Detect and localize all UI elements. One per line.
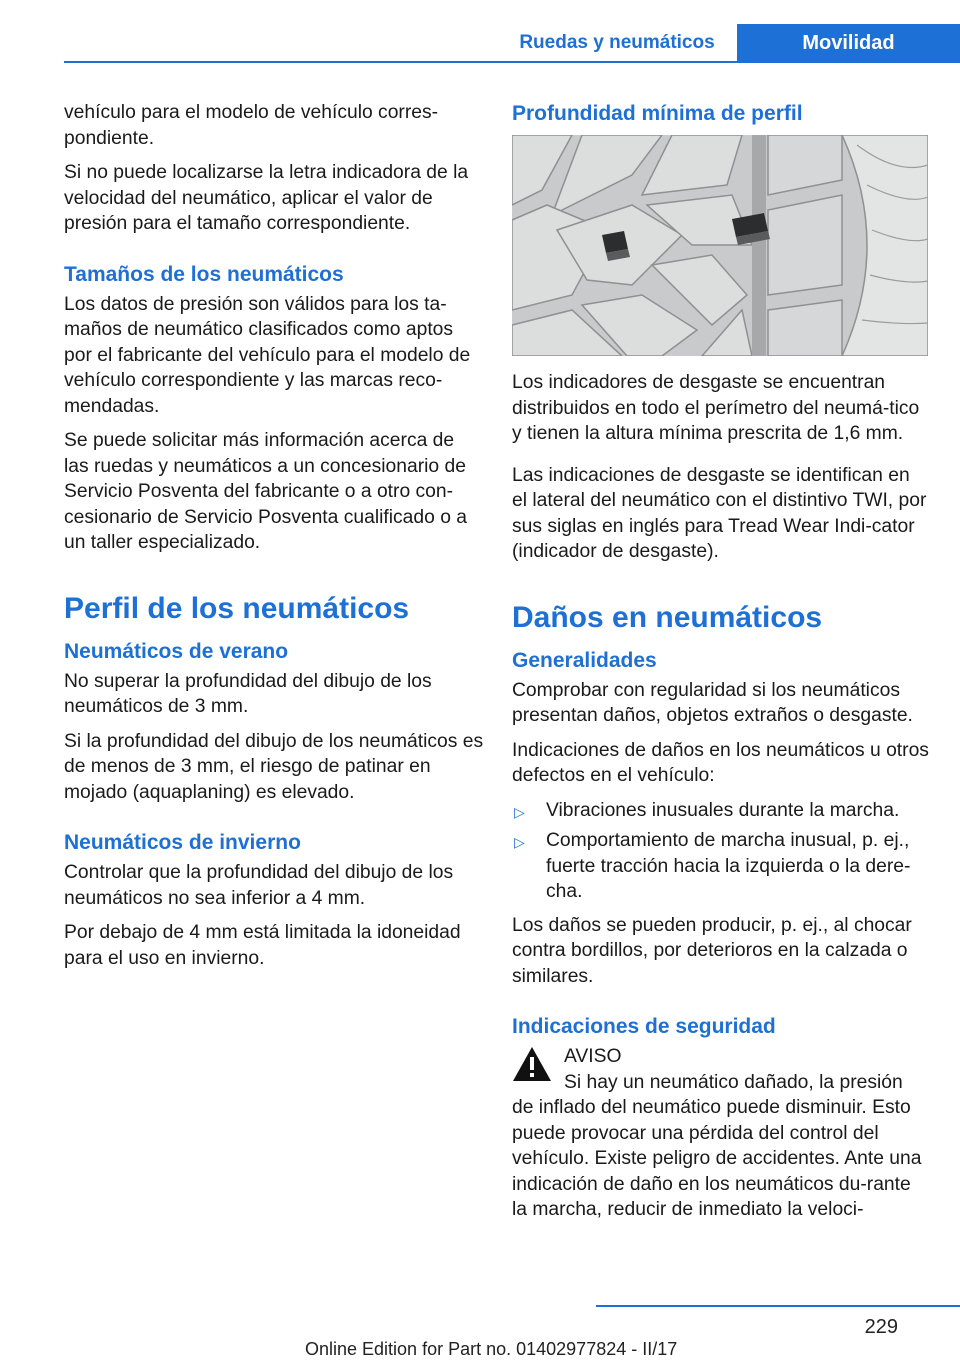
heading-summer-tires: Neumáticos de verano (64, 639, 289, 663)
left-column (64, 100, 484, 980)
list-item-text: Comportamiento de marcha inusual, p. ej., fuerte tracción hacia la izquierda o la dere-cha. (546, 830, 911, 902)
header-section-title[interactable]: Ruedas y neumáticos (519, 32, 715, 53)
edition-note: Online Edition for Part no. 01402977824 - II/17 (305, 1339, 678, 1359)
heading-min-tread-depth: Profundidad mínima de perfil (512, 102, 803, 125)
heading-tire-tread: Perfil de los neumáticos (64, 591, 410, 625)
bullet-triangle-icon: ▷ (514, 803, 525, 820)
heading-safety-notes: Indicaciones de seguridad (512, 1015, 776, 1038)
paragraph: Las indicaciones de desgaste se identifican en el lateral del neumático con el distintivo TWI, por sus siglas en inglés para Tread Wear Indi-cator (indicador de desgaste). (512, 464, 927, 562)
paragraph: Comprobar con regularidad si los neumáticos presentan daños, objetos extraños o desgaste. (512, 679, 913, 726)
paragraph: Se puede solicitar más información acerca de las ruedas y neumáticos a un concesionario de Servicio Posventa del fabricante o a otro con-cesionario de Servicio Posventa cualificado o a un taller especializado. (64, 430, 467, 553)
tire-tread-wear-indicator-image (512, 135, 928, 356)
paragraph: Por debajo de 4 mm está limitada la idoneidad para el uso en invierno. (64, 922, 461, 969)
warning-title: AVISO (564, 1046, 622, 1067)
paragraph: Los daños se pueden producir, p. ej., al chocar contra bordillos, por deterioros en la calzada o similares. (512, 914, 912, 987)
paragraph: Los datos de presión son válidos para los ta-maños de neumático clasificados como aptos por el fabricante del vehículo para el modelo de vehículo correspondiente y las marcas reco-mendadas. (64, 293, 471, 417)
warning-text-first-line: Si hay un neumático dañado, la presión (564, 1071, 903, 1093)
warning-triangle-icon (512, 1046, 552, 1082)
warning-text: de inflado del neumático puede disminuir. Esto puede provocar una pérdida del control del vehículo. Existe peligro de accidentes. Ante una indicación de daño en los neumáticos du-rante la marcha, reducir de inmediato la veloci- (512, 1097, 922, 1220)
right-column (512, 100, 930, 1223)
list-item (512, 798, 930, 824)
paragraph: Indicaciones de daños en los neumáticos u otros defectos en el vehículo: (512, 739, 929, 786)
heading-tire-damage: Daños en neumáticos (512, 600, 823, 634)
footer-rule (596, 1305, 960, 1307)
paragraph: Los indicadores de desgaste se encuentran distribuidos en todo el perímetro del neumá-tico y tienen la altura mínima prescrita de 1,6 mm. (512, 372, 920, 444)
heading-general: Generalidades (512, 648, 657, 672)
paragraph: Si no puede localizarse la letra indicadora de la velocidad del neumático, aplicar el valor de presión para el tamaño correspondiente. (64, 162, 469, 234)
paragraph: Controlar que la profundidad del dibujo de los neumáticos no sea inferior a 4 mm. (64, 862, 454, 909)
page-number: 229 (864, 1316, 898, 1338)
paragraph: vehículo para el modelo de vehículo corres-pondiente. (64, 102, 439, 149)
damage-indications-list (512, 798, 930, 905)
heading-tire-sizes: Tamaños de los neumáticos (64, 262, 344, 286)
list-item (512, 828, 930, 905)
header-chapter-tab[interactable]: Movilidad (737, 24, 960, 63)
warning-box (512, 1044, 930, 1223)
list-item-text: Vibraciones inusuales durante la marcha. (546, 799, 900, 821)
bullet-triangle-icon: ▷ (514, 834, 525, 850)
paragraph: No superar la profundidad del dibujo de los neumáticos de 3 mm. (64, 670, 432, 717)
heading-winter-tires: Neumáticos de invierno (64, 831, 301, 854)
paragraph: Si la profundidad del dibujo de los neumáticos es de menos de 3 mm, el riesgo de patinar en mojado (aquaplaning) es elevado. (64, 730, 484, 803)
